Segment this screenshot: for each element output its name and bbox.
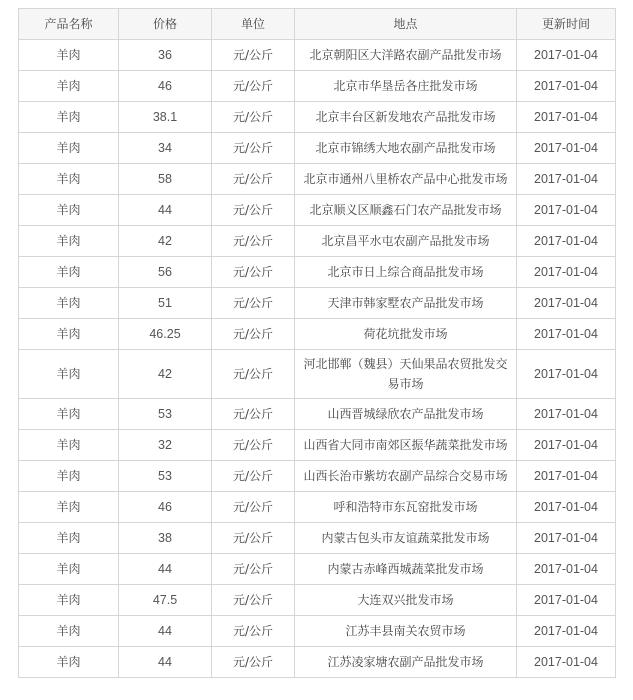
header-unit: 单位 [212, 9, 295, 40]
cell-location: 北京丰台区新发地农产品批发市场 [295, 102, 517, 133]
cell-price: 46 [119, 71, 212, 102]
cell-unit: 元/公斤 [212, 399, 295, 430]
cell-unit: 元/公斤 [212, 616, 295, 647]
cell-product: 羊肉 [19, 164, 119, 195]
cell-product: 羊肉 [19, 257, 119, 288]
cell-location: 江苏丰县南关农贸市场 [295, 616, 517, 647]
table-row [19, 288, 616, 319]
table-row [19, 40, 616, 71]
cell-product: 羊肉 [19, 461, 119, 492]
cell-date: 2017-01-04 [517, 585, 616, 616]
cell-price: 44 [119, 554, 212, 585]
cell-date: 2017-01-04 [517, 492, 616, 523]
table-row [19, 257, 616, 288]
cell-product: 羊肉 [19, 350, 119, 399]
cell-price: 53 [119, 461, 212, 492]
cell-date: 2017-01-04 [517, 350, 616, 399]
cell-location: 大连双兴批发市场 [295, 585, 517, 616]
cell-unit: 元/公斤 [212, 492, 295, 523]
cell-price: 36 [119, 40, 212, 71]
cell-price: 32 [119, 430, 212, 461]
cell-date: 2017-01-04 [517, 226, 616, 257]
cell-date: 2017-01-04 [517, 461, 616, 492]
cell-date: 2017-01-04 [517, 102, 616, 133]
cell-product: 羊肉 [19, 399, 119, 430]
table-row [19, 554, 616, 585]
table-row [19, 647, 616, 678]
cell-unit: 元/公斤 [212, 350, 295, 399]
cell-unit: 元/公斤 [212, 257, 295, 288]
cell-product: 羊肉 [19, 288, 119, 319]
table-row [19, 616, 616, 647]
cell-date: 2017-01-04 [517, 195, 616, 226]
cell-location: 北京市华垦岳各庄批发市场 [295, 71, 517, 102]
cell-unit: 元/公斤 [212, 226, 295, 257]
table-body [19, 40, 616, 678]
table-row [19, 164, 616, 195]
cell-location: 内蒙古赤峰西城蔬菜批发市场 [295, 554, 517, 585]
cell-price: 44 [119, 195, 212, 226]
cell-date: 2017-01-04 [517, 523, 616, 554]
cell-unit: 元/公斤 [212, 319, 295, 350]
cell-product: 羊肉 [19, 195, 119, 226]
cell-date: 2017-01-04 [517, 288, 616, 319]
header-price: 价格 [119, 9, 212, 40]
cell-price: 44 [119, 616, 212, 647]
cell-unit: 元/公斤 [212, 71, 295, 102]
cell-location: 北京市通州八里桥农产品中心批发市场 [295, 164, 517, 195]
cell-unit: 元/公斤 [212, 102, 295, 133]
table-row [19, 133, 616, 164]
cell-unit: 元/公斤 [212, 430, 295, 461]
table-row [19, 195, 616, 226]
cell-price: 46.25 [119, 319, 212, 350]
cell-unit: 元/公斤 [212, 133, 295, 164]
cell-date: 2017-01-04 [517, 40, 616, 71]
cell-price: 34 [119, 133, 212, 164]
cell-product: 羊肉 [19, 102, 119, 133]
cell-date: 2017-01-04 [517, 257, 616, 288]
cell-price: 47.5 [119, 585, 212, 616]
cell-location: 北京市日上综合商品批发市场 [295, 257, 517, 288]
cell-date: 2017-01-04 [517, 554, 616, 585]
cell-product: 羊肉 [19, 319, 119, 350]
table-row [19, 226, 616, 257]
cell-location: 天津市韩家墅农产品批发市场 [295, 288, 517, 319]
header-location: 地点 [295, 9, 517, 40]
cell-unit: 元/公斤 [212, 40, 295, 71]
cell-unit: 元/公斤 [212, 461, 295, 492]
cell-unit: 元/公斤 [212, 195, 295, 226]
table-row [19, 71, 616, 102]
cell-product: 羊肉 [19, 585, 119, 616]
cell-location: 荷花坑批发市场 [295, 319, 517, 350]
cell-product: 羊肉 [19, 40, 119, 71]
cell-date: 2017-01-04 [517, 430, 616, 461]
cell-product: 羊肉 [19, 492, 119, 523]
header-date: 更新时间 [517, 9, 616, 40]
table-row [19, 461, 616, 492]
cell-product: 羊肉 [19, 554, 119, 585]
cell-date: 2017-01-04 [517, 319, 616, 350]
cell-date: 2017-01-04 [517, 71, 616, 102]
cell-unit: 元/公斤 [212, 523, 295, 554]
cell-product: 羊肉 [19, 616, 119, 647]
price-table [18, 8, 616, 678]
cell-price: 42 [119, 226, 212, 257]
cell-product: 羊肉 [19, 647, 119, 678]
header-row [19, 9, 616, 40]
cell-location: 山西晋城绿欣农产品批发市场 [295, 399, 517, 430]
cell-product: 羊肉 [19, 133, 119, 164]
table-row [19, 102, 616, 133]
cell-date: 2017-01-04 [517, 647, 616, 678]
cell-unit: 元/公斤 [212, 585, 295, 616]
cell-price: 46 [119, 492, 212, 523]
cell-product: 羊肉 [19, 71, 119, 102]
cell-price: 38 [119, 523, 212, 554]
cell-location: 山西长治市紫坊农副产品综合交易市场 [295, 461, 517, 492]
cell-location: 北京昌平水屯农副产品批发市场 [295, 226, 517, 257]
cell-unit: 元/公斤 [212, 164, 295, 195]
cell-product: 羊肉 [19, 226, 119, 257]
table-row [19, 585, 616, 616]
cell-price: 38.1 [119, 102, 212, 133]
cell-location: 北京顺义区顺鑫石门农产品批发市场 [295, 195, 517, 226]
cell-location: 北京市锦绣大地农副产品批发市场 [295, 133, 517, 164]
cell-price: 51 [119, 288, 212, 319]
cell-location: 呼和浩特市东瓦窑批发市场 [295, 492, 517, 523]
cell-date: 2017-01-04 [517, 616, 616, 647]
cell-unit: 元/公斤 [212, 647, 295, 678]
cell-location: 内蒙古包头市友谊蔬菜批发市场 [295, 523, 517, 554]
table-row [19, 319, 616, 350]
price-table-container [18, 8, 616, 678]
cell-date: 2017-01-04 [517, 399, 616, 430]
cell-location: 山西省大同市南郊区振华蔬菜批发市场 [295, 430, 517, 461]
header-product: 产品名称 [19, 9, 119, 40]
table-row [19, 492, 616, 523]
cell-unit: 元/公斤 [212, 288, 295, 319]
cell-price: 56 [119, 257, 212, 288]
cell-price: 44 [119, 647, 212, 678]
cell-price: 53 [119, 399, 212, 430]
cell-product: 羊肉 [19, 523, 119, 554]
table-row [19, 523, 616, 554]
cell-unit: 元/公斤 [212, 554, 295, 585]
table-row [19, 399, 616, 430]
table-row [19, 350, 616, 399]
cell-location: 河北邯郸（魏县）天仙果品农贸批发交易市场 [295, 350, 517, 399]
cell-location: 北京朝阳区大洋路农副产品批发市场 [295, 40, 517, 71]
table-row [19, 430, 616, 461]
cell-date: 2017-01-04 [517, 133, 616, 164]
cell-date: 2017-01-04 [517, 164, 616, 195]
cell-price: 42 [119, 350, 212, 399]
cell-location: 江苏凌家塘农副产品批发市场 [295, 647, 517, 678]
cell-product: 羊肉 [19, 430, 119, 461]
cell-price: 58 [119, 164, 212, 195]
